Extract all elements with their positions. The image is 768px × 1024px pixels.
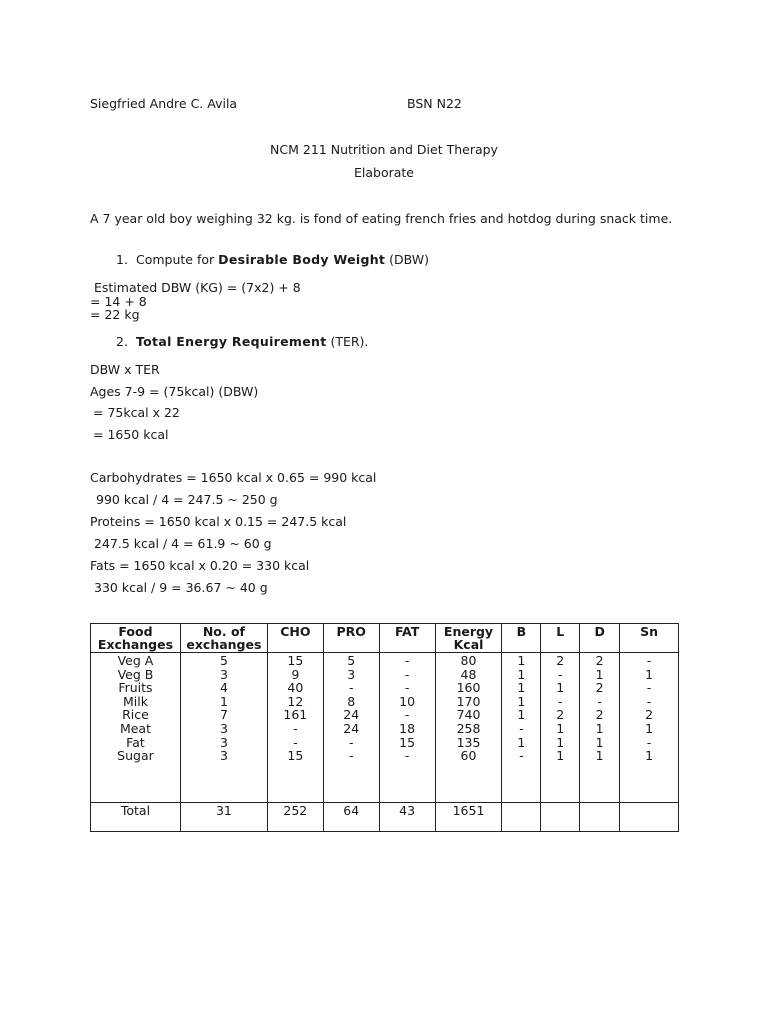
table-cell: 161 (283, 707, 308, 723)
table-total-row (91, 803, 679, 832)
table-cell: 1 (556, 720, 565, 736)
table-cell: 1 (517, 653, 526, 668)
table-cell: 1 (645, 748, 654, 764)
table-cell: Fruits (118, 680, 153, 696)
table-cell: 24 (343, 707, 360, 723)
header-l: L (541, 624, 580, 653)
item-2-bold: Total Energy Requirement (136, 334, 327, 349)
document-subtitle: Elaborate (353, 165, 414, 180)
table-cell: 170 (456, 693, 481, 709)
table-cell: 80 (460, 653, 477, 668)
table-cell: 1 (219, 693, 228, 709)
total-pro: 64 (323, 803, 379, 832)
table-cell: - (519, 748, 524, 764)
total-label: Total (91, 803, 181, 832)
table-cell: 3 (219, 748, 228, 764)
macro-line-6: 330 kcal / 9 = 36.67 ~ 40 g (94, 580, 268, 595)
header-fat: FAT (379, 624, 435, 653)
table-cell: 5 (347, 653, 356, 668)
table-cell: 2 (645, 707, 654, 723)
table-cell: 3 (347, 666, 356, 682)
pro-column (323, 653, 379, 803)
table-cell: - (348, 734, 354, 750)
ter-line-3: = 75kcal x 22 (93, 405, 180, 420)
table-cell: 10 (399, 693, 416, 709)
table-cell: 15 (287, 748, 304, 764)
total-energy: 1651 (435, 803, 502, 832)
dbw-line-1: Estimated DBW (KG) = (7x2) + 8 (94, 280, 301, 295)
table-cell: - (558, 693, 563, 709)
table-cell: Fat (126, 734, 145, 750)
table-cell: 1 (595, 666, 604, 682)
table-cell: - (597, 693, 602, 709)
course-title: NCM 211 Nutrition and Diet Therapy (270, 142, 498, 157)
item-1-pre: Compute for (136, 252, 219, 267)
table-cell: 15 (287, 653, 304, 668)
table-cell: - (348, 680, 354, 696)
table-header-row (91, 624, 679, 653)
table-cell: - (404, 748, 410, 764)
item-2-number: 2. (116, 334, 128, 349)
table-cell: 1 (517, 734, 526, 750)
table-body-row (91, 653, 679, 803)
header-pro: PRO (323, 624, 379, 653)
table-cell: 8 (347, 693, 356, 709)
table-cell: - (646, 680, 652, 696)
total-exchanges: 31 (180, 803, 267, 832)
table-cell: Rice (122, 707, 149, 723)
table-cell: - (646, 653, 652, 668)
table-cell: - (519, 720, 524, 736)
table-cell: 2 (556, 653, 565, 668)
table-cell: Milk (122, 693, 148, 709)
table-cell: 135 (456, 734, 481, 750)
ter-line-1: DBW x TER (90, 362, 160, 377)
table-cell: - (404, 680, 410, 696)
table-cell: 24 (343, 720, 360, 736)
table-cell: 258 (456, 720, 481, 736)
table-cell: 60 (460, 748, 477, 764)
table-cell: - (348, 748, 354, 764)
table-cell: - (558, 666, 563, 682)
table-cell: 15 (399, 734, 416, 750)
food-column (91, 653, 181, 803)
energy-column (435, 653, 502, 803)
ter-line-2: Ages 7-9 = (75kcal) (DBW) (90, 384, 259, 399)
macro-line-3: Proteins = 1650 kcal x 0.15 = 247.5 kcal (90, 514, 347, 529)
total-fat: 43 (379, 803, 435, 832)
table-cell: 2 (595, 680, 604, 696)
cho-column (267, 653, 323, 803)
table-cell: 160 (456, 680, 481, 696)
table-cell: 48 (460, 666, 477, 682)
header-energy-kcal: Energy Kcal (435, 624, 502, 653)
header-food-exchanges: Food Exchanges (91, 624, 181, 653)
macro-line-1: Carbohydrates = 1650 kcal x 0.65 = 990 kcal (90, 470, 377, 485)
table-cell: Veg B (117, 666, 154, 682)
header-cho: CHO (267, 624, 323, 653)
table-cell: 1 (556, 734, 565, 750)
breakfast-column (502, 653, 541, 803)
table-cell: 1 (645, 720, 654, 736)
snack-column (620, 653, 679, 803)
table-cell: 1 (556, 680, 565, 696)
table-cell: 1 (595, 748, 604, 764)
header-d: D (580, 624, 620, 653)
macro-line-4: 247.5 kcal / 4 = 61.9 ~ 60 g (94, 536, 272, 551)
table-cell: - (293, 720, 298, 736)
total-sn (620, 803, 679, 832)
table-cell: - (404, 707, 410, 723)
table-cell: 3 (219, 734, 228, 750)
item-1-post: (DBW) (385, 252, 430, 267)
table-cell: 1 (645, 666, 654, 682)
header-no-of-exchanges: No. of exchanges (180, 624, 267, 653)
item-1-text (136, 252, 429, 267)
student-name: Siegfried Andre C. Avila (90, 96, 238, 111)
header-sn: Sn (620, 624, 679, 653)
dinner-column (580, 653, 620, 803)
table-cell: 2 (556, 707, 565, 723)
header-b: B (502, 624, 541, 653)
lunch-column (541, 653, 580, 803)
table-cell: - (404, 653, 410, 668)
table-cell: 1 (595, 720, 604, 736)
intro-paragraph: A 7 year old boy weighing 32 kg. is fond of eating french fries and hotdog during snack time. (90, 211, 673, 226)
table-cell: 5 (219, 653, 228, 668)
ter-line-4: = 1650 kcal (93, 427, 169, 442)
table-cell: 1 (595, 734, 604, 750)
table-cell: 4 (219, 680, 228, 696)
item-2-post: (TER). (326, 334, 369, 349)
table-cell: - (404, 666, 410, 682)
table-cell: 1 (517, 680, 526, 696)
table-cell: 3 (219, 666, 228, 682)
table-cell: - (293, 734, 298, 750)
table-cell: 9 (291, 666, 300, 682)
table-cell: 1 (517, 693, 526, 709)
dbw-line-3: = 22 kg (90, 307, 140, 322)
table-cell: Sugar (117, 748, 154, 764)
fat-column (379, 653, 435, 803)
table-cell: 18 (399, 720, 416, 736)
table-cell: Veg A (117, 653, 154, 668)
exchange-table (90, 623, 679, 832)
table-cell: - (646, 734, 652, 750)
item-1-number: 1. (116, 252, 128, 267)
macro-line-5: Fats = 1650 kcal x 0.20 = 330 kcal (90, 558, 310, 573)
table-cell: 740 (456, 707, 481, 723)
exchanges-column (180, 653, 267, 803)
total-l (541, 803, 580, 832)
table-cell: 1 (556, 748, 565, 764)
table-cell: - (646, 693, 652, 709)
table-cell: 7 (219, 707, 228, 723)
macro-line-2: 990 kcal / 4 = 247.5 ~ 250 g (96, 492, 278, 507)
table-cell: 1 (517, 707, 526, 723)
table-cell: 3 (219, 720, 228, 736)
table-cell: 2 (595, 653, 604, 668)
table-cell: 12 (287, 693, 304, 709)
item-2-text (136, 334, 368, 349)
table-cell: Meat (119, 720, 151, 736)
item-1-bold: Desirable Body Weight (218, 252, 386, 267)
section-label: BSN N22 (407, 96, 462, 111)
table-cell: 2 (595, 707, 604, 723)
table-cell: 1 (517, 666, 526, 682)
total-b (502, 803, 541, 832)
dbw-line-2: = 14 + 8 (90, 294, 147, 309)
total-cho: 252 (267, 803, 323, 832)
table-cell: 40 (287, 680, 304, 696)
total-d (580, 803, 620, 832)
